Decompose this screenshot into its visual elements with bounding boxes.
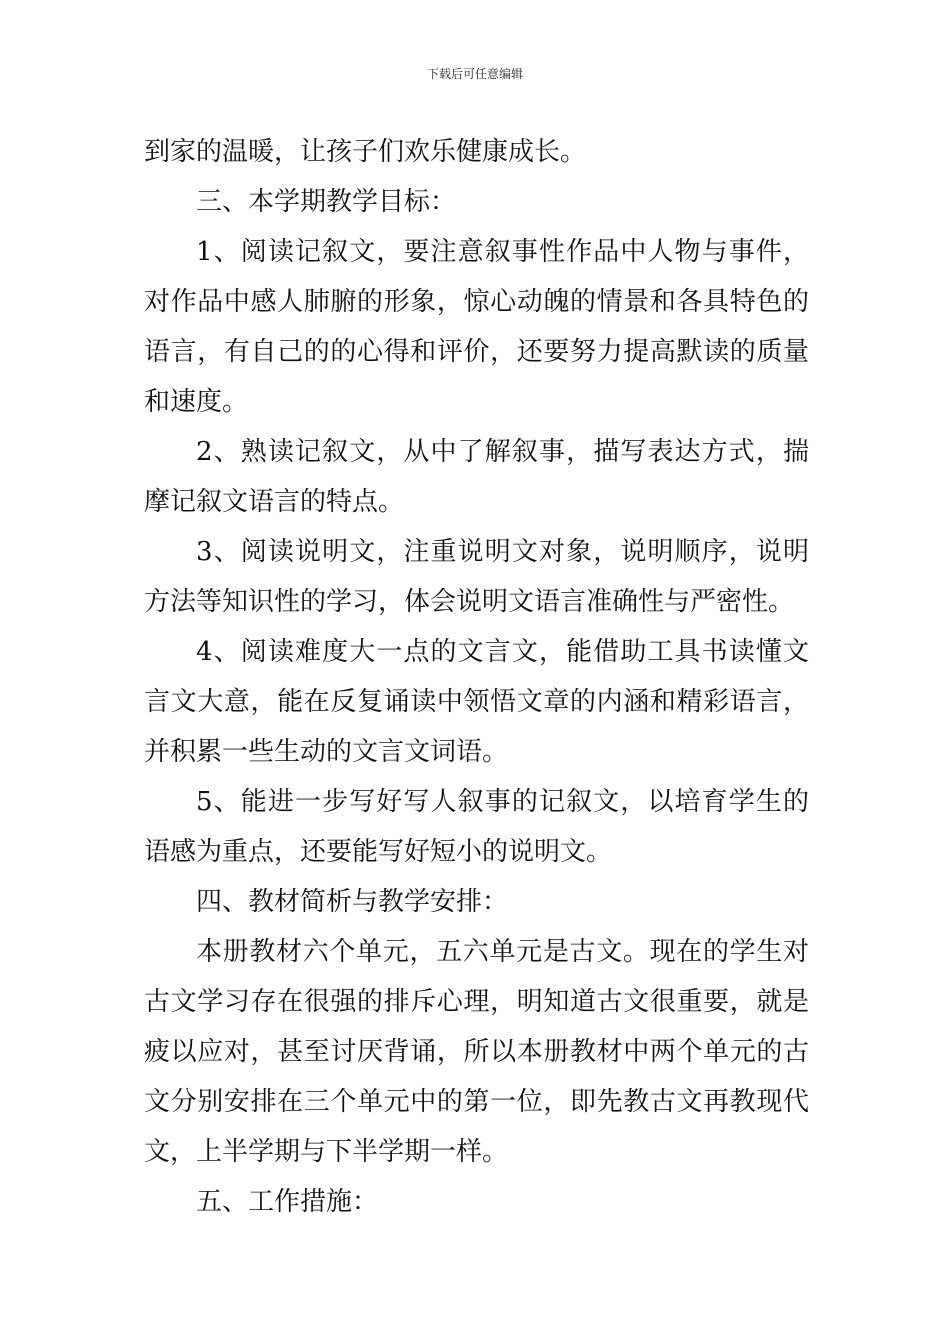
goal-item-5: 5、能进一步写好写人叙事的记叙文，以培育学生的语感为重点，还要能写好短小的说明文。 <box>144 787 809 867</box>
section-heading-goals: 三、本学期教学目标： <box>196 187 457 217</box>
document-body <box>144 127 809 1227</box>
goal-item-4: 4、阅读难度大一点的文言文，能借助工具书读懂文言文大意，能在反复诵读中领悟文章的内涵和精彩语言，并积累一些生动的文言文词语。 <box>144 637 809 767</box>
materials-paragraph: 本册教材六个单元，五六单元是古文。现在的学生对古文学习存在很强的排斥心理，明知道古文很重要，就是疲以应对，甚至讨厌背诵，所以本册教材中两个单元的古文分别安排在三个单元中的第一位，即先教古文再教现代文，上半学期与下半学期一样。 <box>144 937 809 1167</box>
section-heading-measures: 五、工作措施： <box>196 1187 379 1217</box>
page-header-note: 下载后可任意编辑 <box>426 67 523 81</box>
paragraph-continuation: 到家的温暖，让孩子们欢乐健康成长。 <box>144 137 587 167</box>
section-heading-materials: 四、教材简析与教学安排： <box>196 887 509 917</box>
goal-item-1: 1、阅读记叙文，要注意叙事性作品中人物与事件，对作品中感人肺腑的形象，惊心动魄的情景和各具特色的语言，有自己的的心得和评价，还要努力提高默读的质量和速度。 <box>144 237 809 417</box>
goal-item-3: 3、阅读说明文，注重说明文对象，说明顺序，说明方法等知识性的学习，体会说明文语言准确性与严密性。 <box>144 537 809 617</box>
goal-item-2: 2、熟读记叙文，从中了解叙事，描写表达方式，揣摩记叙文语言的特点。 <box>144 437 809 517</box>
